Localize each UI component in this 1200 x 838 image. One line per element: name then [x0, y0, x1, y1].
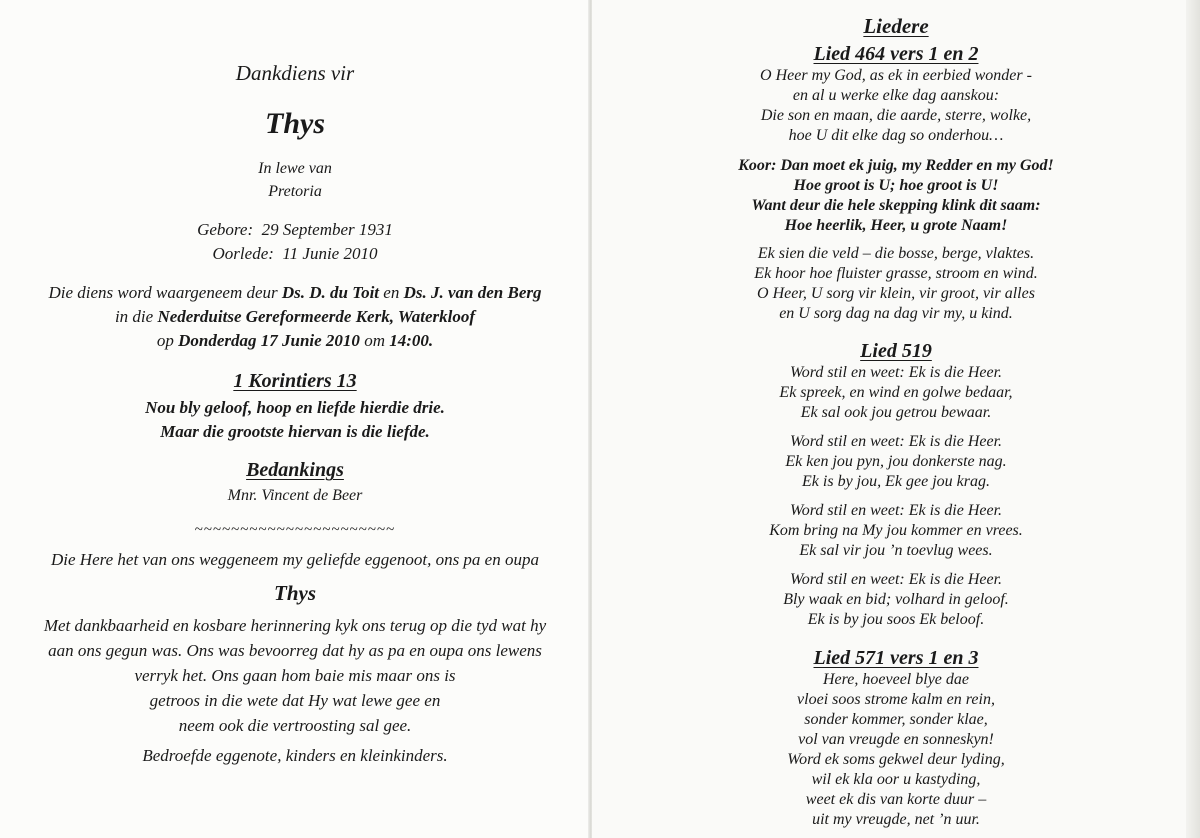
died-line [0, 243, 590, 265]
minister-1: Ds. D. du Toit [281, 283, 380, 302]
verse-line: en U sorg dag na dag vir my, u kind. [779, 305, 1013, 322]
verse-line: O Heer my God, as ek in eerbied wonder - [760, 67, 1032, 84]
verse-line: Ek spreek, en wind en golwe bedaar, [779, 384, 1013, 401]
verse-line: en al u werke elke dag aanskou: [792, 87, 1000, 104]
service-day: Donderdag 17 Junie 2010 [178, 331, 360, 350]
chorus-line: Hoe heerlik, Heer, u grote Naam! [784, 217, 1008, 234]
verse-line: Word ek soms gekwel deur lyding, [787, 751, 1005, 768]
service-text: op [156, 331, 179, 350]
service-text: om [359, 331, 390, 350]
thanks-person: Mnr. Vincent de Beer [227, 487, 363, 504]
tribute-line: neem ook die vertroosting sal gee. [178, 716, 412, 735]
signature: Bedroefde eggenote, kinders en kleinkinders. [142, 746, 448, 765]
tribute-line: aan ons gegun was. Ons was bevoorreg dat hy as pa en oupa ons lewens [48, 641, 542, 660]
verse-line: Word stil en weet: Ek is die Heer. [789, 502, 1003, 519]
died-label: Oorlede: [212, 244, 274, 263]
divider: ~~~~~~~~~~~~~~~~~~~~~~ [194, 522, 396, 538]
scripture-line-1: Nou bly geloof, hoop en liefde hierdie drie. [145, 398, 445, 417]
service-text: en [379, 283, 404, 302]
minister-2: Ds. J. van den Berg [403, 283, 542, 302]
church-name: Nederduitse Gereformeerde Kerk, Waterkloof [157, 307, 476, 326]
verse-line: uit my vreugde, net ’n uur. [812, 811, 980, 828]
thanks-title: Bedankings [246, 459, 344, 481]
deceased-name: Thys [265, 107, 325, 140]
service-line-2 [0, 305, 590, 328]
verse-line: Kom bring na My jou kommer en vrees. [769, 522, 1023, 539]
service-line-1 [0, 281, 590, 304]
service-title: Dankdiens vir [235, 61, 355, 85]
verse-line: wil ek kla oor u kastyding, [811, 771, 981, 788]
verse-line: Die son en maan, die aarde, sterre, wolke, [760, 107, 1032, 124]
died-date: 11 Junie 2010 [282, 244, 378, 263]
announcement: Die Here het van ons weggeneem my geliefde eggenoot, ons pa en oupa [51, 550, 539, 569]
left-page [0, 0, 590, 838]
service-line-3 [0, 329, 590, 352]
verse-line: vloei soos strome kalm en rein, [797, 691, 995, 708]
chorus-line: Koor: Dan moet ek juig, my Redder en my God! [738, 157, 1054, 174]
verse-line: sonder kommer, sonder klae, [804, 711, 988, 728]
chorus-line: Want deur die hele skepping klink dit saam: [751, 197, 1041, 214]
verse-line: Ek sien die veld – die bosse, berge, vlaktes. [757, 245, 1035, 262]
service-time: 14:00. [389, 331, 434, 350]
verse-line: Here, hoeveel blye dae [823, 671, 969, 688]
tribute-line: verryk het. Ons gaan hom baie mis maar ons is [134, 666, 456, 685]
verse-line: Ek ken jou pyn, jou donkerste nag. [785, 453, 1007, 470]
verse-line: Bly waak en bid; volhard in geloof. [783, 591, 1009, 608]
verse-line: weet ek dis van korte duur – [805, 791, 987, 808]
verse-line: vol van vreugde en sonneskyn! [798, 731, 994, 748]
verse-line: Ek is by jou, Ek gee jou krag. [802, 473, 990, 490]
born-label: Gebore: [197, 220, 254, 239]
verse-line: O Heer, U sorg vir klein, vir groot, vir alles [757, 285, 1035, 302]
verse-line: Word stil en weet: Ek is die Heer. [789, 364, 1003, 381]
verse-line: hoe U dit elke dag so onderhou… [788, 127, 1004, 144]
born-line [0, 219, 590, 241]
city: Pretoria [268, 183, 322, 200]
verse-line: Ek is by jou soos Ek beloof. [807, 611, 985, 628]
born-date: 29 September 1931 [261, 220, 393, 239]
tribute-line: getroos in die wete dat Hy wat lewe gee en [149, 691, 441, 710]
alive-label: In lewe van [258, 160, 332, 177]
hymn-title-464: Lied 464 vers 1 en 2 [813, 43, 979, 65]
right-page [592, 0, 1200, 838]
verse-line: Word stil en weet: Ek is die Heer. [789, 571, 1003, 588]
deceased-name-2: Thys [274, 581, 316, 605]
service-text: in die [114, 307, 158, 326]
songs-title: Liedere [863, 14, 929, 38]
service-text: Die diens word waargeneem deur [48, 283, 282, 302]
verse-line: Word stil en weet: Ek is die Heer. [789, 433, 1003, 450]
verse-line: Ek sal ook jou getrou bewaar. [800, 404, 992, 421]
verse-line: Ek hoor hoe fluister grasse, stroom en wind. [754, 265, 1038, 282]
hymn-title-571: Lied 571 vers 1 en 3 [813, 647, 979, 669]
tribute-line: Met dankbaarheid en kosbare herinnering kyk ons terug op die tyd wat hy [43, 616, 547, 635]
chorus-line: Hoe groot is U; hoe groot is U! [793, 177, 999, 194]
hymn-title-519: Lied 519 [860, 340, 932, 362]
scripture-title: 1 Korintiers 13 [233, 370, 357, 392]
scripture-line-2: Maar die grootste hiervan is die liefde. [160, 422, 430, 441]
verse-line: Ek sal vir jou ’n toevlug wees. [799, 542, 993, 559]
